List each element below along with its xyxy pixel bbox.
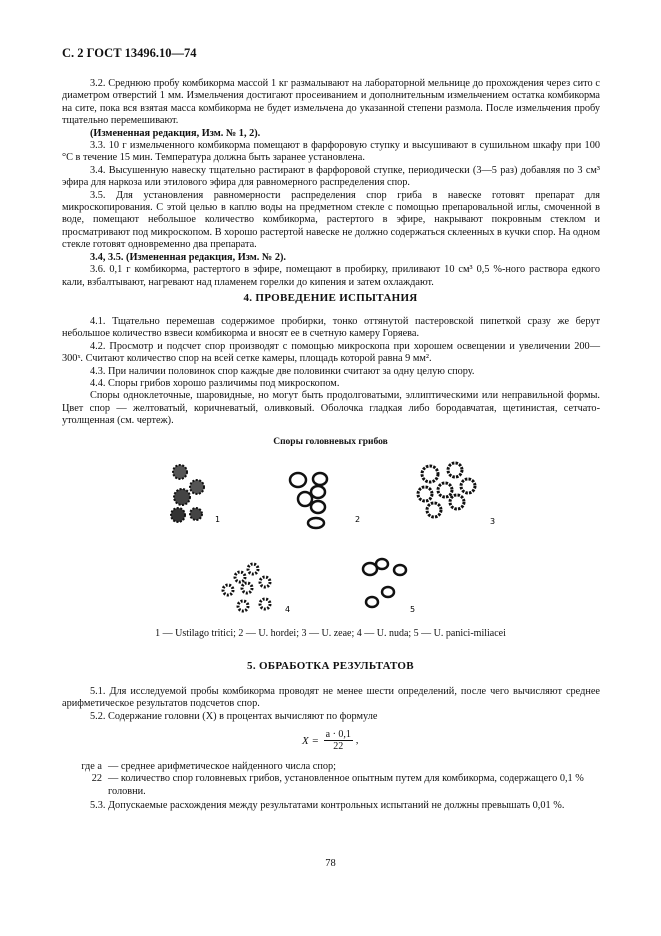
page-header: С. 2 ГОСТ 13496.10—74 [62, 46, 197, 60]
paragraph-4-4: 4.4. Споры грибов хорошо различимы под микроскопом. [90, 378, 340, 390]
legend-row-22 [62, 773, 602, 798]
section5-text [62, 686, 600, 723]
paragraph-5-2: 5.2. Содержание головни (X) в процентах вычисляют по формуле [90, 710, 378, 722]
legend-symbol-a: где a [81, 761, 102, 772]
paragraph-5-1: 5.1. Для исследуемой пробы комбикорма проводят не менее шести определений, после чего вычисляют среднее арифметическое результатов подсчетов спор. [62, 686, 600, 710]
amendment-note-2: 3.4, 3.5. (Измененная редакция, Изм. № 2). [90, 251, 286, 263]
paragraph-4-3: 4.3. При наличии половинок спор каждые две половинки считают за одну целую спору. [90, 365, 475, 377]
paragraph-3-4: 3.4. Высушенную навеску тщательно растирают в фарфоровой ступке, периодически (3—5 раз) добавляя по 3 см³ эфира для наркоза или этилового эфира для равномерного распределения спор. [62, 164, 600, 189]
legend-desc-a: — среднее арифметическое найденного числа спор; [108, 761, 336, 772]
spore-group-1 [171, 465, 204, 522]
paragraph-3-3: 3.3. 10 г измельченного комбикорма помещают в фарфоровую ступку и высушивают в сушильном шкафу при 100 °С в течение 15 мин. Температура должна быть заранее установлена. [62, 140, 600, 164]
paragraph-spores: Споры одноклеточные, шаровидные, но могут быть продолговатыми, эллиптическими или неправильной формы. Цвет спор — желтоватый, коричневатый, оливковый. Оболочка гладкая либо бородавчатая, щетинистая, сетчато-утолщенная (см. чертеж). [62, 390, 600, 427]
spore-group-4 [223, 564, 270, 611]
figure-label-4: 4 [285, 605, 291, 614]
section5-title: 5. ОБРАБОТКА РЕЗУЛЬТАТОВ [247, 660, 414, 672]
formula-denominator: 22 [333, 741, 344, 752]
paragraph-5-3: 5.3. Допускаемые расхождения между результатами контрольных испытаний не должны превышать 0,01 %. [90, 800, 565, 811]
formula-legend [62, 761, 602, 798]
section5-last [62, 800, 600, 812]
figure-label-3: 3 [490, 517, 496, 526]
legend-row-a [62, 761, 602, 773]
section4-title: 4. ПРОВЕДЕНИЕ ИСПЫТАНИЯ [243, 292, 418, 304]
section4-text [62, 316, 600, 428]
section3-text [62, 78, 600, 289]
spore-group-2 [290, 473, 327, 528]
spore-group-3 [418, 463, 475, 517]
formula-fraction [324, 729, 353, 752]
figure-label-2: 2 [355, 515, 361, 524]
figure-label-1: 1 [215, 515, 221, 524]
figure-title: Споры головневых грибов [273, 437, 388, 447]
spore-figure [150, 452, 510, 622]
amendment-note-1: (Измененная редакция, Изм. № 1, 2). [90, 127, 261, 139]
figure-label-5: 5 [410, 605, 416, 614]
formula [302, 729, 358, 752]
legend-desc-22: — количество спор головневых грибов, установленное опытным путем для комбикорма, содержащего 0,1 % головни. [108, 773, 584, 797]
formula-numerator: a · 0,1 [325, 729, 351, 740]
spore-group-5 [363, 559, 406, 607]
formula-lhs: X = [302, 734, 319, 747]
figure-caption: 1 — Ustilago tritici; 2 — U. hordei; 3 — U. zeae; 4 — U. nuda; 5 — U. panici-miliacei [155, 628, 506, 639]
paragraph-4-2: 4.2. Просмотр и подсчет спор производят с помощью микроскопа при хорошем освещении и увеличении 200—300ˣ. Считают количество спор на всей сетке камеры, площадь которой равна 9 мм². [62, 340, 600, 365]
formula-tail: , [355, 734, 359, 747]
paragraph-3-5: 3.5. Для установления равномерности распределения спор гриба в навеске готовят препарат для микроскопирования. С этой целью в каплю воды на предметном стекле с помощью препаровальной иглы, смоченной в воде, помещают небольшое количество комбикорма, растертого в эфире, накрывают покровным стеклом и просматривают под микроскопом. В хорошо растертой навеске не должно содержаться склеенных в кучки спор. На одном стекле готовят одновременно два препарата. [62, 189, 600, 251]
paragraph-3-2: 3.2. Среднюю пробу комбикорма массой 1 кг размалывают на лабораторной мельнице до прохождения через сито с диаметром отверстий 1 мм. Измельчения достигают просеиванием и дополнительным измельчением остатка комбикорма на сите, пока вся взятая масса комбикорма не будет измельчена до указанной степени размола. После измельчения пробу тщательно перемешивают. [62, 78, 600, 127]
page-number: 78 [325, 858, 336, 869]
paragraph-4-1: 4.1. Тщательно перемешав содержимое пробирки, тонко оттянутой пастеровской пипеткой сразу же берут небольшое количество взвеси комбикорма и вносят ее в счетную камеру Горяева. [62, 316, 600, 340]
legend-symbol-22: 22 [91, 773, 102, 785]
paragraph-3-6: 3.6. 0,1 г комбикорма, растертого в эфире, помещают в пробирку, приливают 10 см³ 0,5 %-ного раствора едкого кали, взбалтывают, нагревают над пламенем горелки до кипения и затем охлаждают. [62, 264, 600, 288]
